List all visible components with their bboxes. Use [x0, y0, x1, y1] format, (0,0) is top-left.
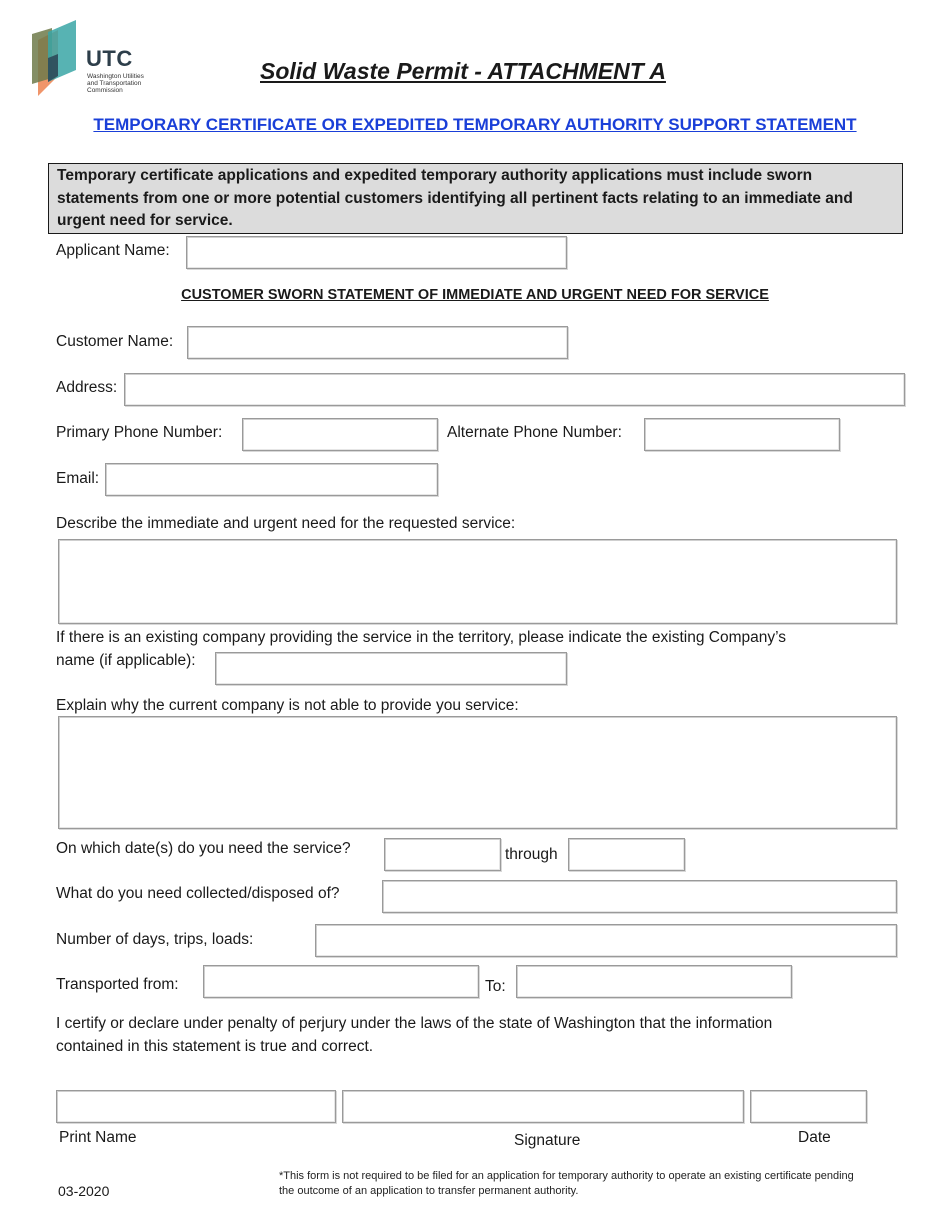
explain-label: Explain why the current company is not able to provide you service: [56, 697, 519, 714]
collected-input[interactable] [382, 880, 897, 913]
collected-label: What do you need collected/disposed of? [56, 885, 340, 902]
customer-name-input[interactable] [187, 326, 568, 359]
certify-line1: I certify or declare under penalty of perjury under the laws of the state of Washington that the information [56, 1015, 773, 1032]
transported-from-input[interactable] [203, 965, 479, 998]
days-trips-input[interactable] [315, 924, 897, 957]
print-name-label: Print Name [59, 1129, 137, 1146]
applicant-name-label: Applicant Name: [56, 242, 170, 259]
utc-logo [28, 18, 178, 100]
logo-acronym: UTC [86, 46, 133, 71]
dates-label: On which date(s) do you need the service? [56, 840, 351, 857]
footer-note-line2: the outcome of an application to transfer permanent authority. [279, 1185, 579, 1197]
address-input[interactable] [124, 373, 905, 406]
to-label: To: [485, 978, 506, 995]
address-label: Address: [56, 379, 118, 396]
describe-need-textarea[interactable] [58, 539, 897, 624]
existing-company-label-line1: If there is an existing company providing the service in the territory, please indicate the existing Company’s [56, 629, 787, 646]
days-trips-label: Number of days, trips, loads: [56, 931, 254, 948]
date-label: Date [798, 1129, 831, 1146]
explain-textarea[interactable] [58, 716, 897, 829]
logo-org-line2: and Transportation [87, 80, 142, 87]
through-label: through [505, 846, 558, 863]
transported-from-label: Transported from: [56, 976, 179, 993]
primary-phone-input[interactable] [242, 418, 438, 451]
end-date-input[interactable] [568, 838, 685, 871]
alternate-phone-input[interactable] [644, 418, 840, 451]
alternate-phone-label: Alternate Phone Number: [447, 424, 622, 441]
signature-label: Signature [514, 1132, 581, 1149]
form-code: 03-2020 [58, 1183, 110, 1199]
transported-to-input[interactable] [516, 965, 792, 998]
start-date-input[interactable] [384, 838, 501, 871]
footer-note-line1: *This form is not required to be filed for an application for temporary authority to operate an existing certificate pending [279, 1170, 854, 1182]
notice-box: Temporary certificate applications and expedited temporary authority applications must include sworn statements from one or more potential customers identifying all pertinent facts relating to an immediate and urgent need for service. [48, 163, 903, 234]
applicant-name-input[interactable] [186, 236, 567, 269]
logo-org-line3: Commission [87, 87, 123, 94]
primary-phone-label: Primary Phone Number: [56, 424, 223, 441]
existing-company-input[interactable] [215, 652, 567, 685]
utc-logo-mark-icon [28, 18, 80, 98]
logo-org-line1: Washington Utilities [87, 73, 144, 80]
existing-company-label-line2: name (if applicable): [56, 652, 196, 669]
certify-line2: contained in this statement is true and correct. [56, 1038, 374, 1055]
page-title: Solid Waste Permit - ATTACHMENT A [260, 58, 666, 84]
page-subtitle: TEMPORARY CERTIFICATE OR EXPEDITED TEMPORARY AUTHORITY SUPPORT STATEMENT [93, 115, 857, 134]
section-heading: CUSTOMER SWORN STATEMENT OF IMMEDIATE AND URGENT NEED FOR SERVICE [181, 287, 769, 303]
email-label: Email: [56, 470, 100, 487]
describe-need-label: Describe the immediate and urgent need for the requested service: [56, 515, 516, 532]
print-name-input[interactable] [56, 1090, 336, 1123]
signature-input[interactable] [342, 1090, 744, 1123]
date-input[interactable] [750, 1090, 867, 1123]
customer-name-label: Customer Name: [56, 333, 174, 350]
email-input[interactable] [105, 463, 438, 496]
